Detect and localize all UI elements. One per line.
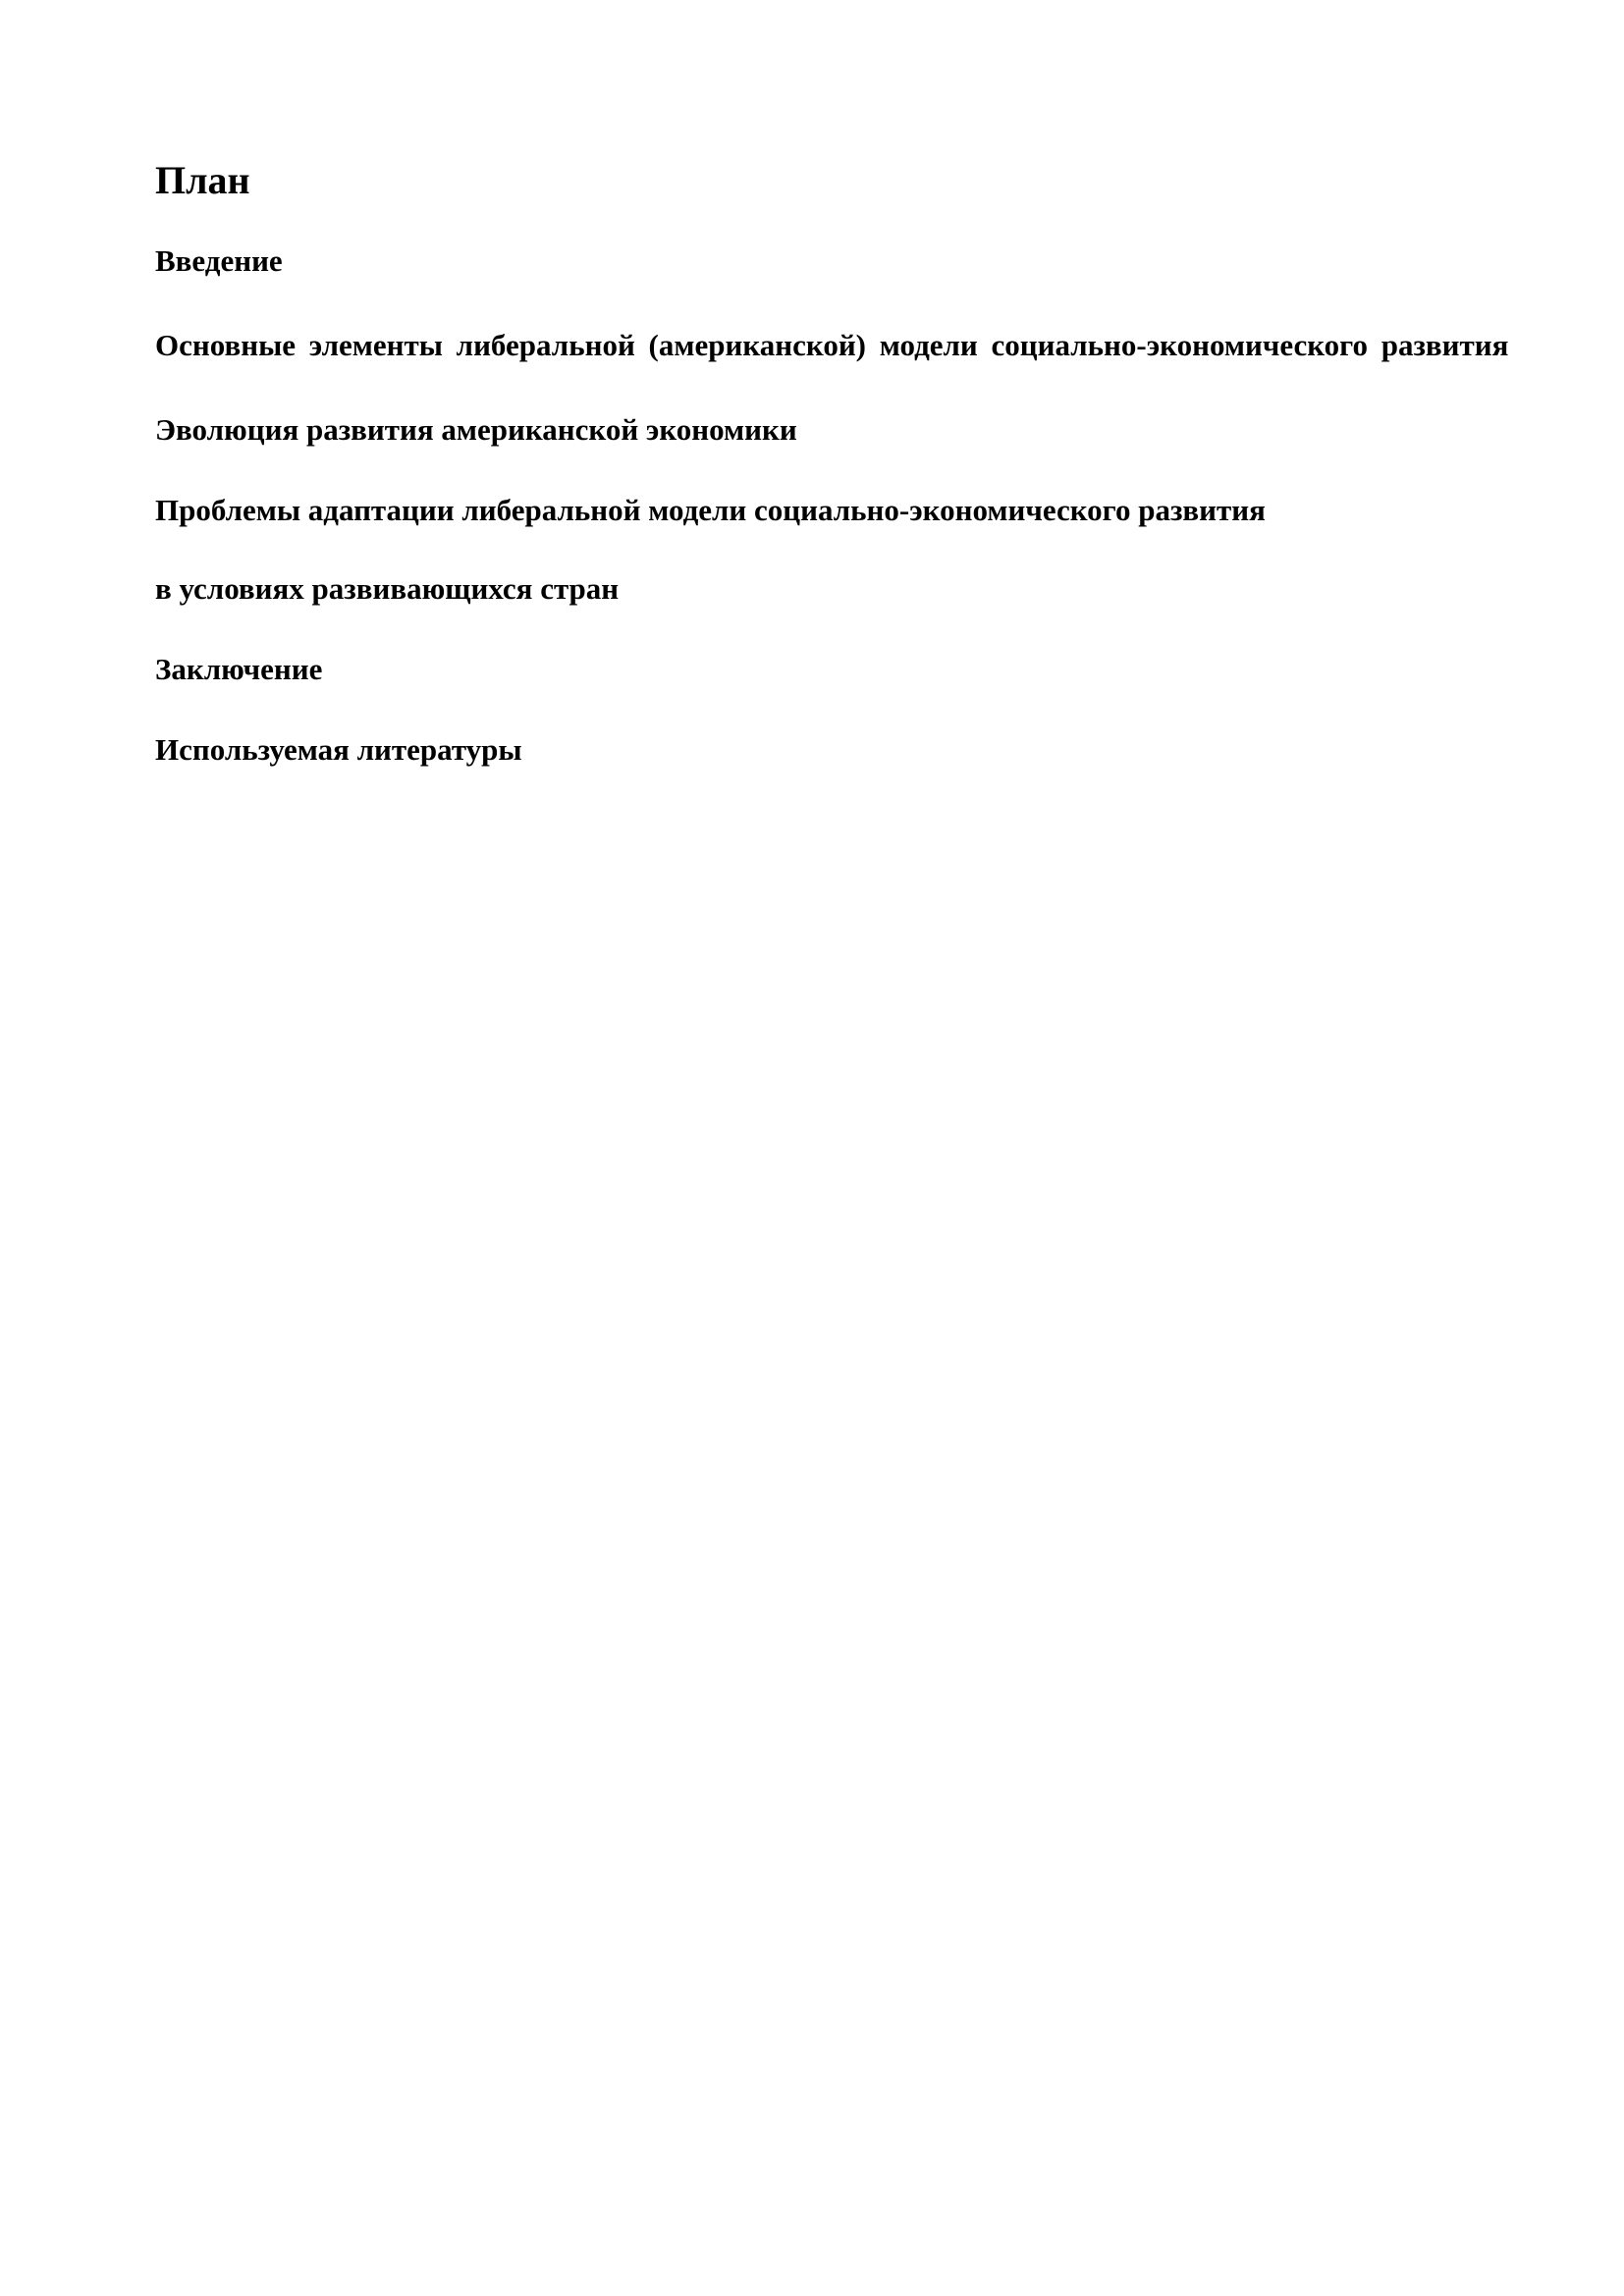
plan-item-introduction: Введение bbox=[155, 243, 283, 278]
page-title: План bbox=[155, 158, 250, 202]
plan-item-liberal-model-elements: Основные элементы либеральной (американской) модели социально-экономического развития bbox=[155, 328, 1509, 362]
plan-item-us-economy-evolution: Эволюция развития американской экономики bbox=[155, 412, 797, 447]
plan-item-literature: Используемая литературы bbox=[155, 732, 522, 767]
plan-item-adaptation-problems: Проблемы адаптации либеральной модели социально-экономического развития bbox=[155, 493, 1266, 527]
document-body bbox=[155, 153, 1517, 807]
plan-item-developing-countries: в условиях развивающихся стран bbox=[155, 571, 620, 606]
plan-item-conclusion: Заключение bbox=[155, 652, 323, 686]
